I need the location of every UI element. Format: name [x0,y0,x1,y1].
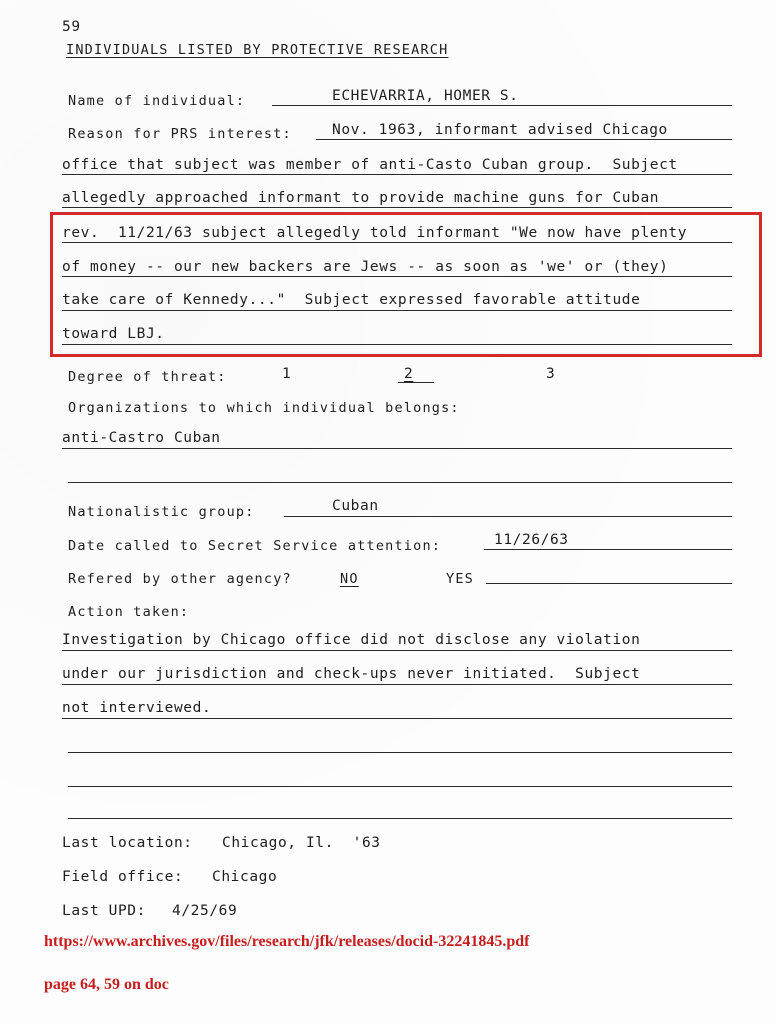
date-label: Date called to Secret Service attention: [68,538,442,554]
name-underline [272,105,732,106]
organizations-value: anti-Castro Cuban [62,430,221,446]
reason-line-1: office that subject was member of anti-Casto Cuban group. Subject [62,157,678,173]
action-line-0: Investigation by Chicago office did not disclose any violation [62,632,641,648]
organizations-label: Organizations to which individual belongs: [68,400,460,416]
reason-line-4: of money -- our new backers are Jews -- as soon as 'we' or (they) [62,259,669,275]
referred-yes-underline [486,583,732,584]
action-underline-5 [68,818,732,819]
last-upd-label: Last UPD: [62,903,146,919]
reason-underline-1 [62,174,732,175]
threat-selected-underline [398,382,434,383]
date-underline [484,549,732,550]
document-header: INDIVIDUALS LISTED BY PROTECTIVE RESEARCH [66,42,449,58]
nationalistic-label: Nationalistic group: [68,504,255,520]
nationalistic-value: Cuban [332,498,379,514]
referred-yes: YES [446,571,474,587]
reason-line-5: take care of Kennedy..." Subject expressed favorable attitude [62,292,641,308]
highlight-box [50,212,762,357]
field-office-value: Chicago [212,869,278,885]
last-location-label: Last location: [62,835,193,851]
name-value: ECHEVARRIA, HOMER S. [332,88,519,104]
reason-underline-0 [316,139,732,140]
last-upd-value: 4/25/69 [172,903,238,919]
reason-underline-2 [62,207,732,208]
page-number: 59 [62,19,81,35]
source-url: https://www.archives.gov/files/research/jfk/releases/docid-32241845.pdf [44,933,530,950]
organizations-underline-2 [68,482,732,483]
threat-option-3: 3 [546,366,556,382]
action-underline-3 [68,752,732,753]
action-underline-1 [62,684,732,685]
action-label: Action taken: [68,604,190,620]
field-office-label: Field office: [62,869,184,885]
reason-line-0: Nov. 1963, informant advised Chicago [332,122,668,138]
date-value: 11/26/63 [494,532,569,548]
action-line-2: not interviewed. [62,700,212,716]
referred-label: Refered by other agency? [68,571,292,587]
last-location-value: Chicago, Il. '63 [222,835,381,851]
threat-option-1: 1 [282,366,292,382]
reason-line-3: rev. 11/21/63 subject allegedly told informant "We now have plenty [62,225,688,241]
reason-label: Reason for PRS interest: [68,126,292,142]
threat-option-2: 2 [404,366,414,382]
nationalistic-underline [284,516,732,517]
organizations-underline-1 [62,448,732,449]
referred-no: NO [340,571,359,587]
action-underline-0 [62,650,732,651]
action-line-1: under our jurisdiction and check-ups never initiated. Subject [62,666,641,682]
action-underline-2 [62,718,732,719]
reason-line-6: toward LBJ. [62,326,165,342]
threat-label: Degree of threat: [68,369,227,385]
action-underline-4 [68,786,732,787]
reason-line-2: allegedly approached informant to provide machine guns for Cuban [62,190,660,206]
page-note: page 64, 59 on doc [44,976,169,993]
name-label: Name of individual: [68,93,246,109]
